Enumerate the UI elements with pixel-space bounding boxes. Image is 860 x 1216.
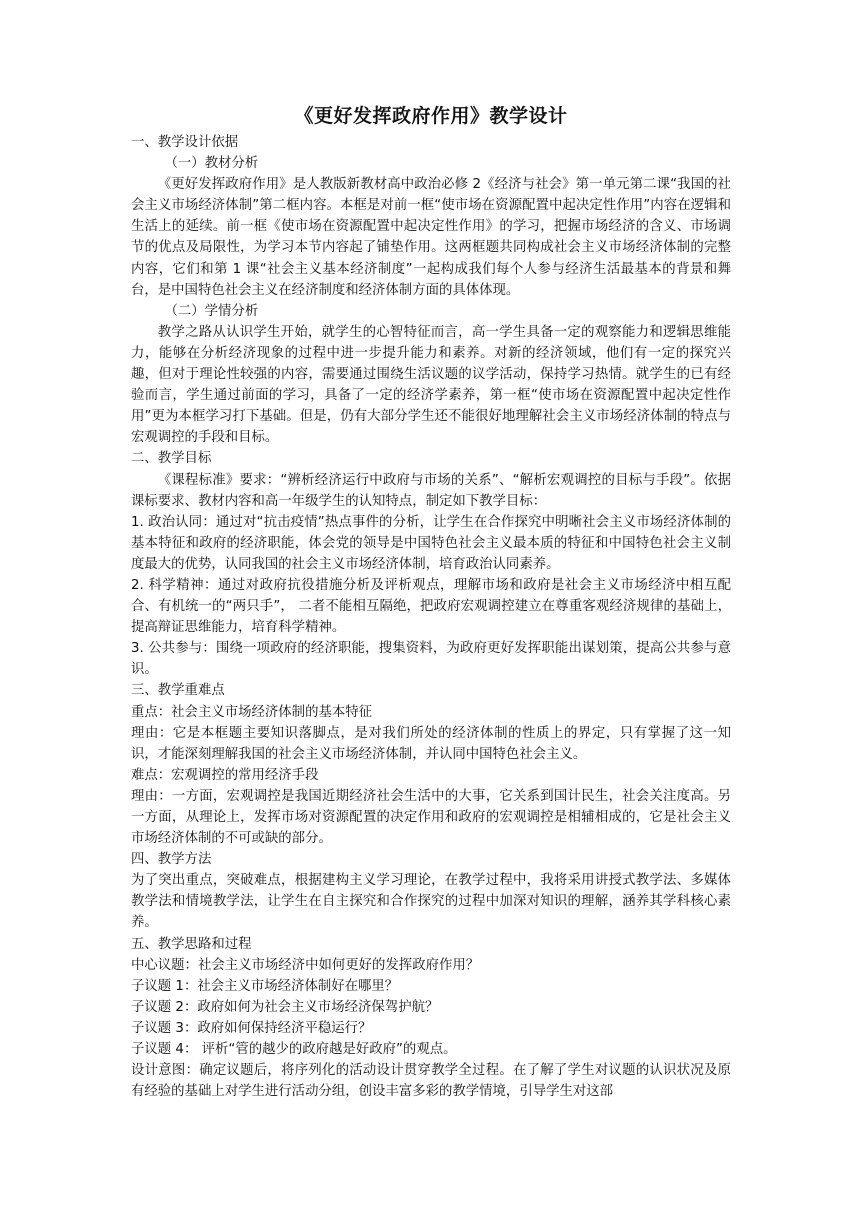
paragraph: 3. 公共参与：围绕一项政府的经济职能，搜集资料，为政府更好发挥职能出谋划策，提高公共参与意识。 bbox=[131, 641, 731, 678]
section-heading: 五、教学思路和过程 bbox=[131, 936, 252, 952]
paragraph: 《更好发挥政府作用》是人教版新教材高中政治必修 2《经济与社会》第一单元第二课“我国的社会主义市场经济体制”第二框内容。本框是对前一框“使市场在资源配置中起决定性作用”内容在逻辑和生活上的延续。前一框《使市场在资源配置中起决定性作用》的学习，把握市场经济的含义、市场调节的优点及局限性，为学习本节内容起了铺垫作用。这两框题共同构成社会主义市场经济体制的完整内容，它们和第 1 课“社会主义基本经济制度”一起构成我们每个人参与经济生活最基本的背景和舞台，是中国特色社会主义在经济制度和经济体制方面的具体体现。 bbox=[131, 177, 731, 298]
paragraph: 难点：宏观调控的常用经济手段 bbox=[131, 767, 319, 783]
section-heading: 四、教学方法 bbox=[131, 852, 212, 868]
document-page bbox=[131, 103, 731, 1102]
paragraph: 子议题 1：社会主义市场经济体制好在哪里？ bbox=[131, 978, 399, 994]
section-heading: 一、教学设计依据 bbox=[131, 135, 239, 150]
paragraph: 子议题 2：政府如何为社会主义市场经济保驾护航？ bbox=[131, 999, 439, 1015]
section-heading: 三、教学重难点 bbox=[131, 683, 225, 699]
paragraph: 子议题 3：政府如何保持经济平稳运行？ bbox=[131, 1020, 372, 1036]
document-title: 《更好发挥政府作用》教学设计 bbox=[294, 105, 568, 127]
paragraph: 为了突出重点，突破难点，根据建构主义学习理论，在教学过程中，我将采用讲授式教学法、多媒体教学法和情境教学法，让学生在自主探究和合作探究的过程中加深对知识的理解，涵养其学科核心素养。 bbox=[131, 873, 731, 931]
paragraph: 中心议题：社会主义市场经济中如何更好的发挥政府作用？ bbox=[131, 957, 480, 973]
section-heading: 二、教学目标 bbox=[131, 451, 212, 467]
paragraph: 子议题 4： 评析“管的越少的政府越是好政府”的观点。 bbox=[131, 1042, 457, 1058]
subsection-heading: （二）学情分析 bbox=[164, 303, 259, 319]
paragraph: 《课程标准》要求：“辨析经济运行中政府与市场的关系”、“解析宏观调控的目标与手段”。依据课标要求、教材内容和高一年级学生的认知特点，制定如下教学目标： bbox=[131, 472, 731, 509]
paragraph: 教学之路从认识学生开始，就学生的心智特征而言，高一学生具备一定的观察能力和逻辑思维能力，能够在分析经济现象的过程中进一步提升能力和素养。对新的经济领域，他们有一定的探究兴趣，但对于理论性较强的内容，需要通过围绕生活议题的议学活动，保持学习热情。就学生的已有经验而言，学生通过前面的学习，具备了一定的经济学素养，第一框“使市场在资源配置中起决定性作用”更为本框学习打下基础。但是，仍有大部分学生还不能很好地理解社会主义市场经济体制的特点与宏观调控的手段和目标。 bbox=[131, 324, 731, 446]
paragraph: 1. 政治认同：通过对“抗击疫情”热点事件的分析，让学生在合作探究中明晰社会主义市场经济体制的基本特征和政府的经济职能，体会党的领导是中国特色社会主义最本质的特征和中国特色社会主义制度最大的优势，认同我国的社会主义市场经济体制，培育政治认同素养。 bbox=[131, 514, 731, 572]
document-body bbox=[131, 132, 731, 1102]
subsection-heading: （一）教材分析 bbox=[164, 156, 259, 172]
paragraph: 重点：社会主义市场经济体制的基本特征 bbox=[131, 704, 373, 720]
paragraph: 理由：一方面，宏观调控是我国近期经济社会生活中的大事，它关系到国计民生，社会关注度高。另一方面，从理论上，发挥市场对资源配置的决定作用和政府的宏观调控是相辅相成的，它是社会主义市场经济体制的不可或缺的部分。 bbox=[131, 788, 731, 847]
paragraph: 理由：它是本框题主要知识落脚点，是对我们所处的经济体制的性质上的界定，只有掌握了这一知识，才能深刻理解我国的社会主义市场经济体制，并认同中国特色社会主义。 bbox=[131, 725, 731, 762]
paragraph: 2. 科学精神：通过对政府抗役措施分析及评析观点，理解市场和政府是社会主义市场经济中相互配合、有机统一的“两只手”， 二者不能相互隔绝，把政府宏观调控建立在尊重客观经济规律的基础上，提高辩证思维能力，培育科学精神。 bbox=[131, 577, 731, 636]
paragraph: 设计意图：确定议题后，将序列化的活动设计贯穿教学全过程。在了解了学生对议题的认识状况及原有经验的基础上对学生进行活动分组，创设丰富多彩的教学情境，引导学生对这部 bbox=[131, 1063, 731, 1100]
